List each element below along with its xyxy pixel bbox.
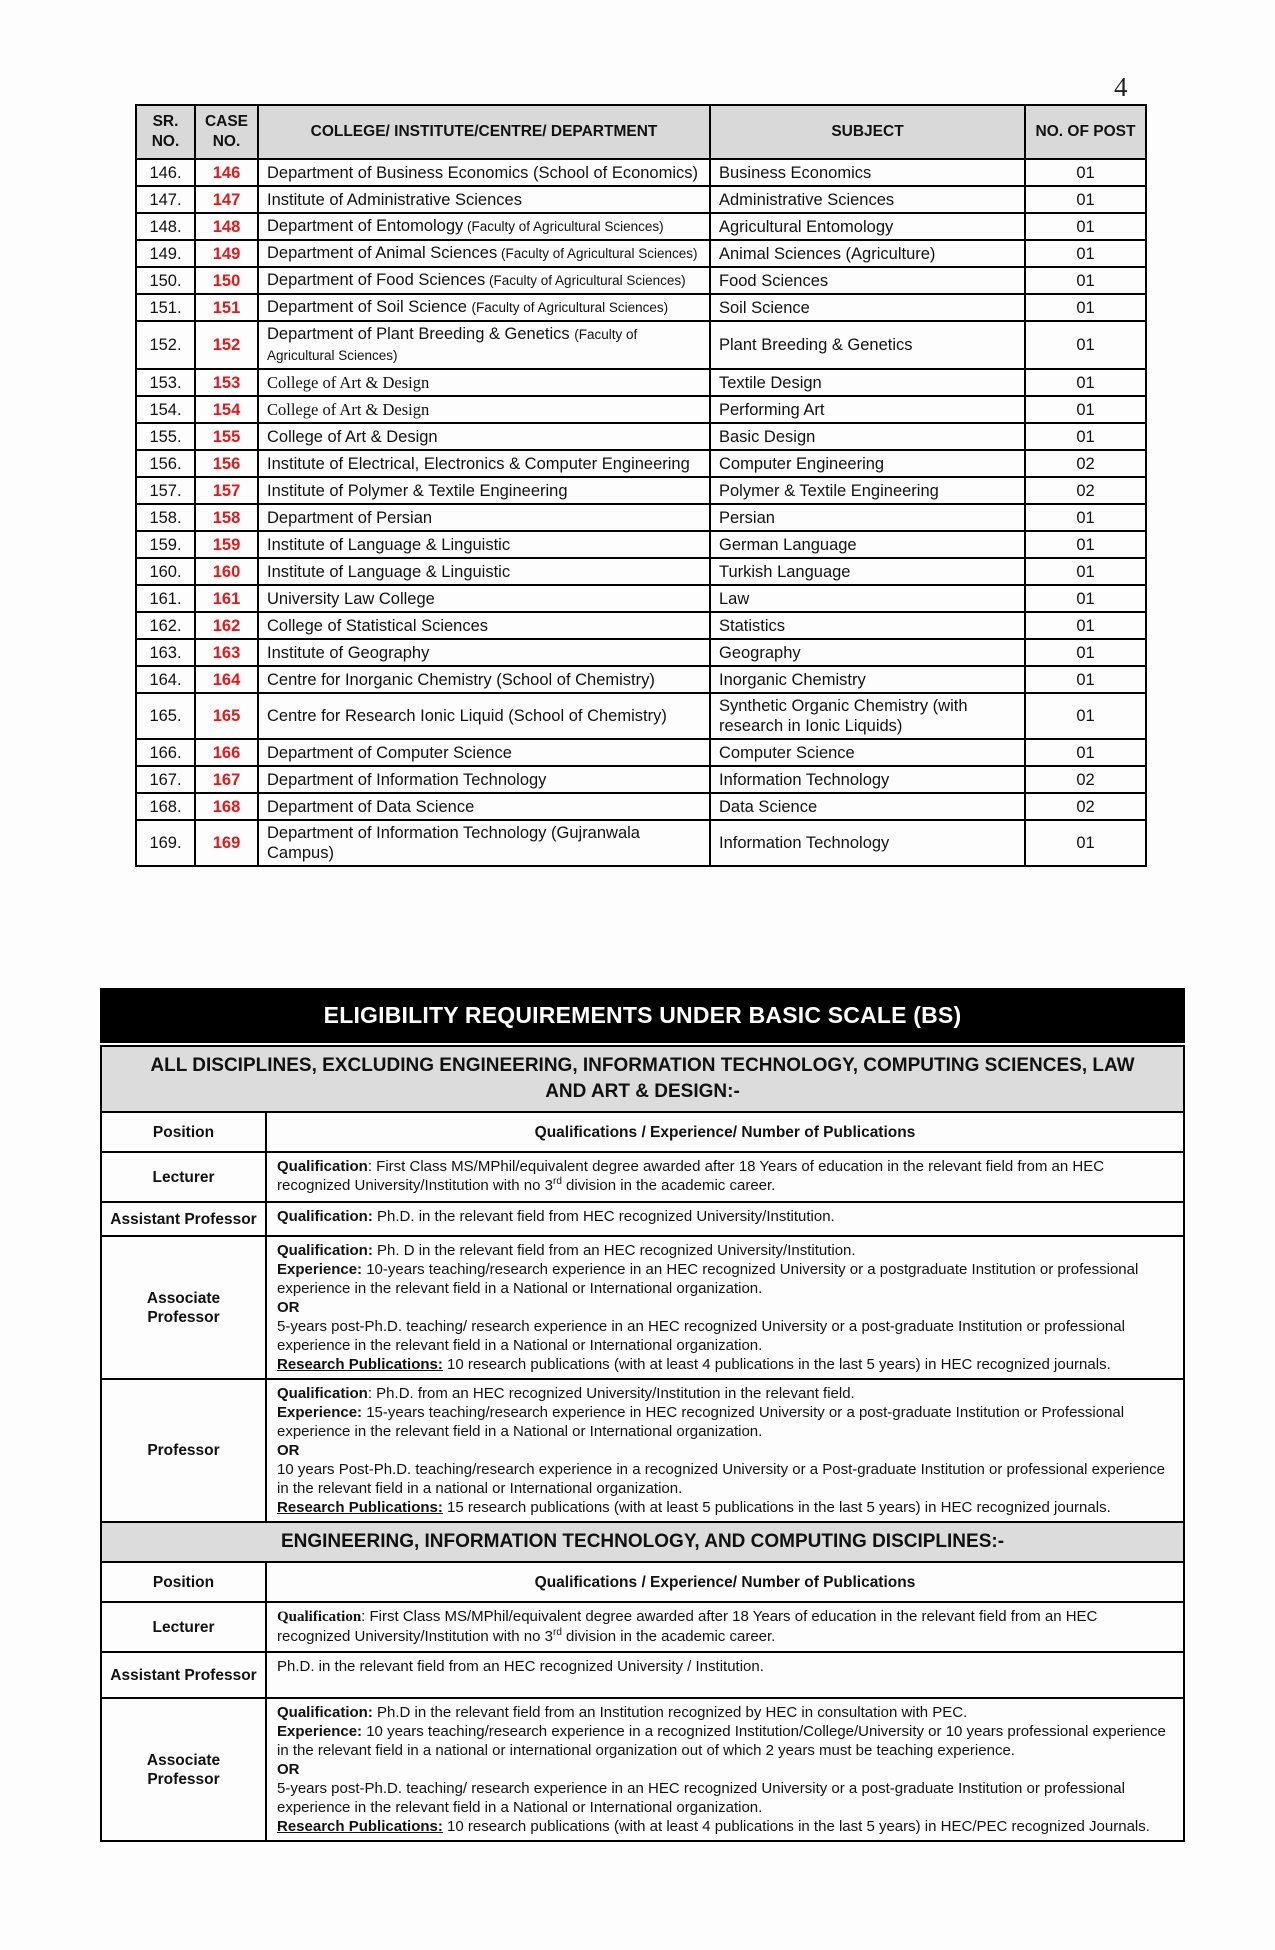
department-faculty-note: (Faculty of Agricultural Sciences) — [497, 246, 698, 261]
subject-cell: Food Sciences — [710, 267, 1025, 294]
eligibility-table-body — [101, 1046, 1184, 1841]
case-no-cell: 152 — [195, 321, 258, 369]
table-row — [136, 766, 1146, 793]
department-name: Department of Data Science — [267, 797, 475, 816]
no-of-post-cell: 01 — [1025, 213, 1146, 240]
table-row — [136, 321, 1146, 369]
department-name: Department of Computer Science — [267, 743, 512, 762]
no-of-post-cell: 01 — [1025, 531, 1146, 558]
column-header: CASE NO. — [195, 105, 258, 159]
eligibility-row — [101, 1652, 1184, 1698]
discipline-subtitle: ENGINEERING, INFORMATION TECHNOLOGY, AND COMPUTING DISCIPLINES:- — [101, 1522, 1184, 1562]
qualification-label: Research Publications: — [277, 1499, 443, 1516]
department-name: Centre for Inorganic Chemistry (School of Chemistry) — [267, 670, 655, 689]
subject-cell: Computer Engineering — [710, 450, 1025, 477]
department-cell — [258, 585, 710, 612]
department-name: College of Art & Design — [267, 372, 430, 392]
subject-cell: Basic Design — [710, 423, 1025, 450]
position-column-header: Position — [101, 1112, 266, 1152]
table-row — [136, 693, 1146, 739]
qualification-line — [277, 1760, 1173, 1779]
department-cell — [258, 321, 710, 369]
no-of-post-cell: 01 — [1025, 321, 1146, 369]
sr-no-cell: 152. — [136, 321, 195, 369]
qualification-text: : First Class MS/MPhil/equivalent degree awarded after 18 Years of education in the relevant field from an HEC recognized University/Institution with no 3 — [277, 1158, 1105, 1194]
department-faculty-note: (Faculty of Agricultural Sciences) — [471, 300, 669, 315]
sr-no-cell: 161. — [136, 585, 195, 612]
qualification-text: division in the academic career. — [561, 1628, 776, 1645]
subject-cell: Law — [710, 585, 1025, 612]
qualification-line — [277, 1460, 1173, 1498]
qualification-label: Experience: — [277, 1723, 363, 1740]
discipline-subtitle-row — [101, 1046, 1184, 1112]
qualification-text: 5-years post-Ph.D. teaching/ research experience in an HEC recognized University or a post-graduate Institution or professional experience in the relevant field in a National or International organization. — [277, 1318, 1125, 1354]
no-of-post-cell: 01 — [1025, 693, 1146, 739]
qualification-label: Qualification — [277, 1385, 368, 1402]
case-no-cell: 158 — [195, 504, 258, 531]
table-row — [136, 396, 1146, 423]
qualification-label: Qualification: — [277, 1208, 373, 1225]
qualification-line — [277, 1722, 1173, 1760]
qualification-text: Ph. D in the relevant field from an HEC recognized University/Institution. — [372, 1242, 856, 1259]
case-no-cell: 154 — [195, 396, 258, 423]
qualification-text: Ph.D. in the relevant field from an HEC recognized University / Institution. — [277, 1658, 764, 1675]
qualifications-cell — [266, 1602, 1184, 1652]
column-header: SR. NO. — [136, 105, 195, 159]
no-of-post-cell: 01 — [1025, 504, 1146, 531]
table-row — [136, 639, 1146, 666]
no-of-post-cell: 01 — [1025, 369, 1146, 396]
position-header-row — [101, 1112, 1184, 1152]
qualification-text: : First Class MS/MPhil/equivalent degree awarded after 18 Years of education in the relevant field from an HEC recognized University/Institution with no 3 — [277, 1608, 1098, 1645]
subject-cell: Turkish Language — [710, 558, 1025, 585]
department-cell — [258, 240, 710, 267]
department-name: Department of Animal Sciences — [267, 244, 498, 262]
sr-no-cell: 153. — [136, 369, 195, 396]
table-row — [136, 820, 1146, 866]
department-name: Institute of Language & Linguistic — [267, 562, 511, 581]
department-name: Department of Plant Breeding & Genetics — [267, 325, 575, 343]
no-of-post-cell: 02 — [1025, 450, 1146, 477]
department-cell — [258, 369, 710, 396]
posts-table-body — [136, 159, 1146, 866]
case-no-cell: 155 — [195, 423, 258, 450]
department-cell — [258, 612, 710, 639]
qualification-line — [277, 1317, 1173, 1355]
case-no-cell: 146 — [195, 159, 258, 186]
subject-cell: Geography — [710, 639, 1025, 666]
sr-no-cell: 147. — [136, 186, 195, 213]
posts-header-row — [136, 105, 1146, 159]
sr-no-cell: 158. — [136, 504, 195, 531]
case-no-cell: 157 — [195, 477, 258, 504]
subject-cell: Administrative Sciences — [710, 186, 1025, 213]
department-name: Institute of Language & Linguistic — [267, 535, 511, 554]
qualifications-column-header: Qualifications / Experience/ Number of Publications — [266, 1562, 1184, 1602]
table-row — [136, 294, 1146, 321]
department-cell — [258, 739, 710, 766]
eligibility-row — [101, 1236, 1184, 1379]
qualification-line — [277, 1441, 1173, 1460]
no-of-post-cell: 02 — [1025, 766, 1146, 793]
department-name: College of Art & Design — [267, 427, 438, 446]
case-no-cell: 150 — [195, 267, 258, 294]
eligibility-row — [101, 1698, 1184, 1841]
qualification-text: 10 research publications (with at least 4 publications in the last 5 years) in HEC recognized journals. — [442, 1356, 1111, 1373]
qualification-line — [277, 1298, 1173, 1317]
department-name: Department of Persian — [267, 508, 433, 527]
sr-no-cell: 154. — [136, 396, 195, 423]
table-row — [136, 213, 1146, 240]
case-no-cell: 159 — [195, 531, 258, 558]
department-cell — [258, 639, 710, 666]
department-name: Institute of Administrative Sciences — [267, 190, 522, 209]
department-name: Department of Soil Science — [267, 298, 472, 316]
no-of-post-cell: 01 — [1025, 820, 1146, 866]
case-no-cell: 147 — [195, 186, 258, 213]
department-cell — [258, 186, 710, 213]
department-cell — [258, 666, 710, 693]
qualification-text: rd — [552, 1176, 562, 1187]
column-header: SUBJECT — [710, 105, 1025, 159]
qualification-line — [277, 1241, 1173, 1260]
case-no-cell: 169 — [195, 820, 258, 866]
position-cell: Lecturer — [101, 1602, 266, 1652]
qualification-text: 5-years post-Ph.D. teaching/ research experience in an HEC recognized University or a post-graduate Institution or professional experience in the relevant field in a National or International organization. — [277, 1780, 1125, 1816]
qualification-line — [277, 1260, 1173, 1298]
case-no-cell: 165 — [195, 693, 258, 739]
table-row — [136, 585, 1146, 612]
position-header-row — [101, 1562, 1184, 1602]
qualification-line — [277, 1403, 1173, 1441]
position-cell: Associate Professor — [101, 1698, 266, 1841]
discipline-subtitle-row — [101, 1522, 1184, 1562]
qualifications-column-header: Qualifications / Experience/ Number of Publications — [266, 1112, 1184, 1152]
discipline-subtitle: ALL DISCIPLINES, EXCLUDING ENGINEERING, INFORMATION TECHNOLOGY, COMPUTING SCIENCES, LAW AND ART & DESIGN:- — [101, 1046, 1184, 1112]
qualification-line — [277, 1607, 1173, 1646]
column-header: COLLEGE/ INSTITUTE/CENTRE/ DEPARTMENT — [258, 105, 710, 159]
qualifications-cell — [266, 1652, 1184, 1698]
sr-no-cell: 165. — [136, 693, 195, 739]
no-of-post-cell: 01 — [1025, 739, 1146, 766]
department-cell — [258, 820, 710, 866]
subject-cell: German Language — [710, 531, 1025, 558]
qualification-text: Ph.D. in the relevant field from HEC recognized University/Institution. — [372, 1208, 835, 1225]
department-cell — [258, 766, 710, 793]
no-of-post-cell: 01 — [1025, 186, 1146, 213]
table-row — [136, 612, 1146, 639]
department-cell — [258, 504, 710, 531]
qualification-text: 15-years teaching/research experience in HEC recognized University or a post-graduate Institution or Professional experience in the relevant field in a National or International organization. — [277, 1404, 1125, 1440]
department-cell — [258, 477, 710, 504]
qualification-line — [277, 1157, 1173, 1195]
case-no-cell: 148 — [195, 213, 258, 240]
department-name: College of Statistical Sciences — [267, 616, 489, 635]
sr-no-cell: 168. — [136, 793, 195, 820]
department-cell — [258, 294, 710, 321]
sr-no-cell: 169. — [136, 820, 195, 866]
posts-table — [135, 104, 1147, 867]
sr-no-cell: 146. — [136, 159, 195, 186]
case-no-cell: 161 — [195, 585, 258, 612]
table-row — [136, 369, 1146, 396]
subject-cell: Persian — [710, 504, 1025, 531]
qualification-line — [277, 1384, 1173, 1403]
department-name: Institute of Polymer & Textile Engineering — [267, 481, 568, 500]
sr-no-cell: 148. — [136, 213, 195, 240]
qualification-line — [277, 1207, 1173, 1226]
department-cell — [258, 531, 710, 558]
qualification-line — [277, 1355, 1173, 1374]
position-column-header: Position — [101, 1562, 266, 1602]
subject-cell: Data Science — [710, 793, 1025, 820]
eligibility-row — [101, 1152, 1184, 1202]
eligibility-banner: ELIGIBILITY REQUIREMENTS UNDER BASIC SCALE (BS) — [100, 988, 1185, 1043]
department-cell — [258, 558, 710, 585]
case-no-cell: 153 — [195, 369, 258, 396]
subject-cell: Information Technology — [710, 820, 1025, 866]
table-row — [136, 531, 1146, 558]
case-no-cell: 160 — [195, 558, 258, 585]
case-no-cell: 168 — [195, 793, 258, 820]
case-no-cell: 166 — [195, 739, 258, 766]
sr-no-cell: 149. — [136, 240, 195, 267]
case-no-cell: 163 — [195, 639, 258, 666]
subject-cell: Polymer & Textile Engineering — [710, 477, 1025, 504]
no-of-post-cell: 02 — [1025, 793, 1146, 820]
no-of-post-cell: 01 — [1025, 585, 1146, 612]
subject-cell: Computer Science — [710, 739, 1025, 766]
qualifications-cell — [266, 1236, 1184, 1379]
qualification-text: 10 research publications (with at least 4 publications in the last 5 years) in HEC/PEC recognized Journals. — [442, 1818, 1150, 1835]
subject-cell: Textile Design — [710, 369, 1025, 396]
subject-cell: Synthetic Organic Chemistry (with research in Ionic Liquids) — [710, 693, 1025, 739]
page-number: 4 — [1114, 72, 1128, 102]
qualification-text: rd — [552, 1627, 562, 1638]
no-of-post-cell: 01 — [1025, 423, 1146, 450]
department-name: Department of Business Economics (School of Economics) — [267, 163, 699, 182]
sr-no-cell: 162. — [136, 612, 195, 639]
sr-no-cell: 157. — [136, 477, 195, 504]
sr-no-cell: 166. — [136, 739, 195, 766]
table-row — [136, 423, 1146, 450]
department-cell — [258, 793, 710, 820]
no-of-post-cell: 01 — [1025, 240, 1146, 267]
no-of-post-cell: 02 — [1025, 477, 1146, 504]
department-faculty-note: (Faculty of Agricultural Sciences) — [463, 219, 664, 234]
department-name: Institute of Electrical, Electronics & Computer Engineering — [267, 454, 690, 473]
qualification-label: OR — [277, 1442, 300, 1459]
no-of-post-cell: 01 — [1025, 639, 1146, 666]
table-row — [136, 159, 1146, 186]
table-row — [136, 450, 1146, 477]
no-of-post-cell: 01 — [1025, 396, 1146, 423]
qualification-label: Experience: — [277, 1261, 363, 1278]
case-no-cell: 162 — [195, 612, 258, 639]
sr-no-cell: 159. — [136, 531, 195, 558]
subject-cell: Business Economics — [710, 159, 1025, 186]
table-row — [136, 558, 1146, 585]
eligibility-section — [100, 988, 1185, 1842]
no-of-post-cell: 01 — [1025, 159, 1146, 186]
qualification-label: Qualification — [277, 1609, 362, 1625]
department-cell — [258, 450, 710, 477]
eligibility-row — [101, 1379, 1184, 1522]
sr-no-cell: 155. — [136, 423, 195, 450]
no-of-post-cell: 01 — [1025, 612, 1146, 639]
case-no-cell: 151 — [195, 294, 258, 321]
department-name: Department of Entomology — [267, 217, 464, 235]
qualification-line — [277, 1817, 1173, 1836]
qualification-text: : Ph.D. from an HEC recognized University/Institution in the relevant field. — [367, 1385, 855, 1402]
department-name: University Law College — [267, 589, 435, 608]
qualification-text: 15 research publications (with at least 5 publications in the last 5 years) in HEC recognized journals. — [442, 1499, 1111, 1516]
position-cell: Assistant Professor — [101, 1652, 266, 1698]
subject-cell: Animal Sciences (Agriculture) — [710, 240, 1025, 267]
eligibility-row — [101, 1202, 1184, 1236]
eligibility-row — [101, 1602, 1184, 1652]
subject-cell: Agricultural Entomology — [710, 213, 1025, 240]
position-cell: Professor — [101, 1379, 266, 1522]
qualification-label: Research Publications: — [277, 1818, 443, 1835]
department-cell — [258, 159, 710, 186]
department-cell — [258, 396, 710, 423]
subject-cell: Plant Breeding & Genetics — [710, 321, 1025, 369]
qualification-line — [277, 1498, 1173, 1517]
sr-no-cell: 164. — [136, 666, 195, 693]
table-row — [136, 504, 1146, 531]
department-name: Department of Food Sciences — [267, 271, 486, 289]
position-cell: Assistant Professor — [101, 1202, 266, 1236]
table-row — [136, 666, 1146, 693]
subject-cell: Performing Art — [710, 396, 1025, 423]
qualifications-cell — [266, 1379, 1184, 1522]
qualifications-cell — [266, 1202, 1184, 1236]
sr-no-cell: 150. — [136, 267, 195, 294]
sr-no-cell: 156. — [136, 450, 195, 477]
qualification-label: Qualification: — [277, 1242, 373, 1259]
table-row — [136, 477, 1146, 504]
department-name: Institute of Geography — [267, 643, 430, 662]
qualification-text: 10 years Post-Ph.D. teaching/research experience in a recognized University or a Post-graduate Institution or professional experience in the relevant field in a national or International organization. — [277, 1461, 1165, 1497]
sr-no-cell: 163. — [136, 639, 195, 666]
eligibility-table — [100, 1045, 1185, 1842]
qualification-line — [277, 1703, 1173, 1722]
qualification-label: Experience: — [277, 1404, 363, 1421]
qualifications-cell — [266, 1152, 1184, 1202]
department-cell — [258, 267, 710, 294]
qualification-text: division in the academic career. — [561, 1177, 776, 1194]
subject-cell: Inorganic Chemistry — [710, 666, 1025, 693]
subject-cell: Statistics — [710, 612, 1025, 639]
department-cell — [258, 693, 710, 739]
subject-cell: Soil Science — [710, 294, 1025, 321]
department-faculty-note: (Faculty of Agricultural Sciences) — [485, 273, 686, 288]
department-name: College of Art & Design — [267, 399, 430, 419]
sr-no-cell: 167. — [136, 766, 195, 793]
department-name: Centre for Research Ionic Liquid (School of Chemistry) — [267, 707, 667, 725]
case-no-cell: 164 — [195, 666, 258, 693]
subject-cell: Information Technology — [710, 766, 1025, 793]
table-row — [136, 240, 1146, 267]
department-name: Department of Information Technology (Gujranwala Campus) — [267, 824, 640, 862]
qualification-text: 10-years teaching/research experience in an HEC recognized University or a postgraduate Institution or professional experience in the relevant field in a National or International organization. — [277, 1261, 1139, 1297]
sr-no-cell: 151. — [136, 294, 195, 321]
position-cell: Associate Professor — [101, 1236, 266, 1379]
qualification-label: OR — [277, 1299, 300, 1316]
qualification-text: Ph.D in the relevant field from an Institution recognized by HEC in consultation with PEC. — [372, 1704, 968, 1721]
column-header: NO. OF POST — [1025, 105, 1146, 159]
no-of-post-cell: 01 — [1025, 294, 1146, 321]
qualification-text: 10 years teaching/research experience in a recognized Institution/College/University or 10 years professional experience in the relevant field in a national or international organization out of which 2 years must be teaching experience. — [277, 1723, 1166, 1759]
table-row — [136, 186, 1146, 213]
position-cell: Lecturer — [101, 1152, 266, 1202]
department-cell — [258, 423, 710, 450]
no-of-post-cell: 01 — [1025, 267, 1146, 294]
sr-no-cell: 160. — [136, 558, 195, 585]
qualification-line — [277, 1779, 1173, 1817]
table-row — [136, 793, 1146, 820]
table-row — [136, 267, 1146, 294]
qualification-label: Research Publications: — [277, 1356, 443, 1373]
department-cell — [258, 213, 710, 240]
case-no-cell: 156 — [195, 450, 258, 477]
qualification-label: Qualification: — [277, 1704, 373, 1721]
no-of-post-cell: 01 — [1025, 666, 1146, 693]
no-of-post-cell: 01 — [1025, 558, 1146, 585]
department-name: Department of Information Technology — [267, 770, 547, 789]
qualification-line — [277, 1657, 1173, 1676]
department-faculty-note: (Faculty of Agricultural Sciences) — [267, 327, 638, 363]
qualification-label: Qualification — [277, 1158, 368, 1175]
posts-table-header — [136, 105, 1146, 159]
qualifications-cell — [266, 1698, 1184, 1841]
qualification-label: OR — [277, 1761, 300, 1778]
case-no-cell: 167 — [195, 766, 258, 793]
table-row — [136, 739, 1146, 766]
case-no-cell: 149 — [195, 240, 258, 267]
